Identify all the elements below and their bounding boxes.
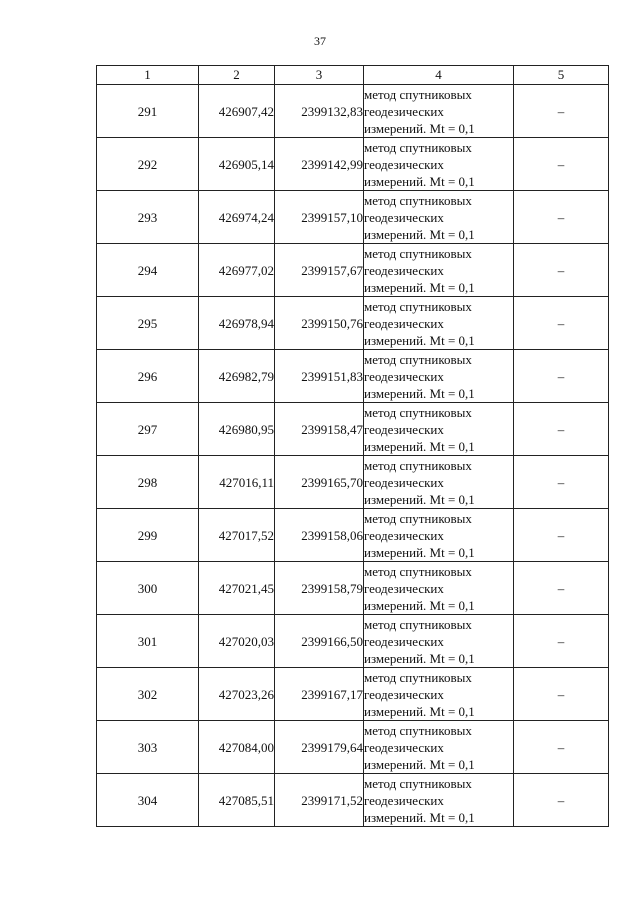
method-line: измерений. Mt = 0,1 [364,809,475,825]
method-line: геодезических [364,262,444,278]
x-coordinate-cell: 426982,79 [199,350,275,403]
note-cell: – [514,562,609,615]
point-number-cell: 294 [97,244,199,297]
column-header-2: 2 [199,66,275,85]
y-coordinate-cell: 2399157,67 [275,244,364,297]
note-cell: – [514,721,609,774]
note-cell: – [514,244,609,297]
method-line: геодезических [364,686,444,702]
method-line: геодезических [364,580,444,596]
method-line: измерений. Mt = 0,1 [364,120,475,136]
table-row [97,668,609,721]
table-row [97,403,609,456]
point-number-cell: 299 [97,509,199,562]
note-cell: – [514,456,609,509]
y-coordinate-cell: 2399171,52 [275,774,364,827]
point-number-cell: 303 [97,721,199,774]
x-coordinate-cell: 426978,94 [199,297,275,350]
method-cell [364,721,514,774]
x-coordinate-cell: 427017,52 [199,509,275,562]
method-line: геодезических [364,156,444,172]
y-coordinate-cell: 2399150,76 [275,297,364,350]
point-number-cell: 295 [97,297,199,350]
x-coordinate-cell: 427085,51 [199,774,275,827]
x-coordinate-cell: 427023,26 [199,668,275,721]
method-line: геодезических [364,633,444,649]
method-line: метод спутниковых [364,351,472,367]
coordinates-table [96,65,609,827]
y-coordinate-cell: 2399165,70 [275,456,364,509]
method-line: метод спутниковых [364,139,472,155]
method-cell [364,456,514,509]
point-number-cell: 292 [97,138,199,191]
note-cell: – [514,509,609,562]
method-cell [364,615,514,668]
y-coordinate-cell: 2399132,83 [275,85,364,138]
x-coordinate-cell: 426977,02 [199,244,275,297]
method-line: геодезических [364,474,444,490]
method-line: метод спутниковых [364,192,472,208]
method-cell [364,350,514,403]
method-line: измерений. Mt = 0,1 [364,703,475,719]
method-line: геодезических [364,792,444,808]
note-cell: – [514,297,609,350]
method-line: метод спутниковых [364,722,472,738]
point-number-cell: 296 [97,350,199,403]
note-cell: – [514,668,609,721]
table-row [97,615,609,668]
y-coordinate-cell: 2399158,47 [275,403,364,456]
note-cell: – [514,615,609,668]
table-row [97,721,609,774]
method-line: метод спутниковых [364,510,472,526]
note-cell: – [514,191,609,244]
column-header-5: 5 [514,66,609,85]
table-row [97,191,609,244]
method-cell [364,562,514,615]
method-cell [364,85,514,138]
page-number: 37 [314,34,326,48]
y-coordinate-cell: 2399157,10 [275,191,364,244]
method-line: метод спутниковых [364,457,472,473]
method-line: измерений. Mt = 0,1 [364,544,475,560]
point-number-cell: 297 [97,403,199,456]
table-header [97,66,609,85]
method-cell [364,668,514,721]
point-number-cell: 302 [97,668,199,721]
method-line: измерений. Mt = 0,1 [364,332,475,348]
method-line: метод спутниковых [364,616,472,632]
y-coordinate-cell: 2399166,50 [275,615,364,668]
method-line: метод спутниковых [364,669,472,685]
method-line: метод спутниковых [364,298,472,314]
x-coordinate-cell: 427084,00 [199,721,275,774]
method-line: измерений. Mt = 0,1 [364,438,475,454]
method-cell [364,403,514,456]
x-coordinate-cell: 427016,11 [199,456,275,509]
method-line: геодезических [364,421,444,437]
x-coordinate-cell: 426905,14 [199,138,275,191]
point-number-cell: 300 [97,562,199,615]
method-line: геодезических [364,368,444,384]
table-row [97,297,609,350]
method-line: измерений. Mt = 0,1 [364,173,475,189]
method-line: геодезических [364,209,444,225]
note-cell: – [514,85,609,138]
table-body [97,85,609,827]
header-row [97,66,609,85]
y-coordinate-cell: 2399142,99 [275,138,364,191]
method-line: измерений. Mt = 0,1 [364,491,475,507]
method-line: измерений. Mt = 0,1 [364,279,475,295]
method-line: измерений. Mt = 0,1 [364,385,475,401]
column-header-3: 3 [275,66,364,85]
note-cell: – [514,138,609,191]
y-coordinate-cell: 2399179,64 [275,721,364,774]
x-coordinate-cell: 427020,03 [199,615,275,668]
method-line: метод спутниковых [364,245,472,261]
method-line: метод спутниковых [364,775,472,791]
method-cell [364,138,514,191]
method-line: метод спутниковых [364,86,472,102]
table-row [97,350,609,403]
table-row [97,562,609,615]
point-number-cell: 298 [97,456,199,509]
method-line: геодезических [364,103,444,119]
point-number-cell: 304 [97,774,199,827]
table-row [97,85,609,138]
method-line: геодезических [364,739,444,755]
method-line: измерений. Mt = 0,1 [364,226,475,242]
x-coordinate-cell: 426907,42 [199,85,275,138]
method-line: измерений. Mt = 0,1 [364,650,475,666]
method-line: метод спутниковых [364,563,472,579]
y-coordinate-cell: 2399167,17 [275,668,364,721]
x-coordinate-cell: 426974,24 [199,191,275,244]
column-header-4: 4 [364,66,514,85]
table-row [97,456,609,509]
table-row [97,509,609,562]
y-coordinate-cell: 2399151,83 [275,350,364,403]
y-coordinate-cell: 2399158,79 [275,562,364,615]
method-cell [364,191,514,244]
table-row [97,138,609,191]
method-line: геодезических [364,527,444,543]
x-coordinate-cell: 427021,45 [199,562,275,615]
note-cell: – [514,774,609,827]
method-cell [364,774,514,827]
method-line: измерений. Mt = 0,1 [364,597,475,613]
note-cell: – [514,350,609,403]
x-coordinate-cell: 426980,95 [199,403,275,456]
method-line: геодезических [364,315,444,331]
table-row [97,244,609,297]
point-number-cell: 291 [97,85,199,138]
column-header-1: 1 [97,66,199,85]
method-cell [364,297,514,350]
method-line: метод спутниковых [364,404,472,420]
method-cell [364,244,514,297]
method-line: измерений. Mt = 0,1 [364,756,475,772]
point-number-cell: 301 [97,615,199,668]
point-number-cell: 293 [97,191,199,244]
y-coordinate-cell: 2399158,06 [275,509,364,562]
note-cell: – [514,403,609,456]
method-cell [364,509,514,562]
table-row [97,774,609,827]
